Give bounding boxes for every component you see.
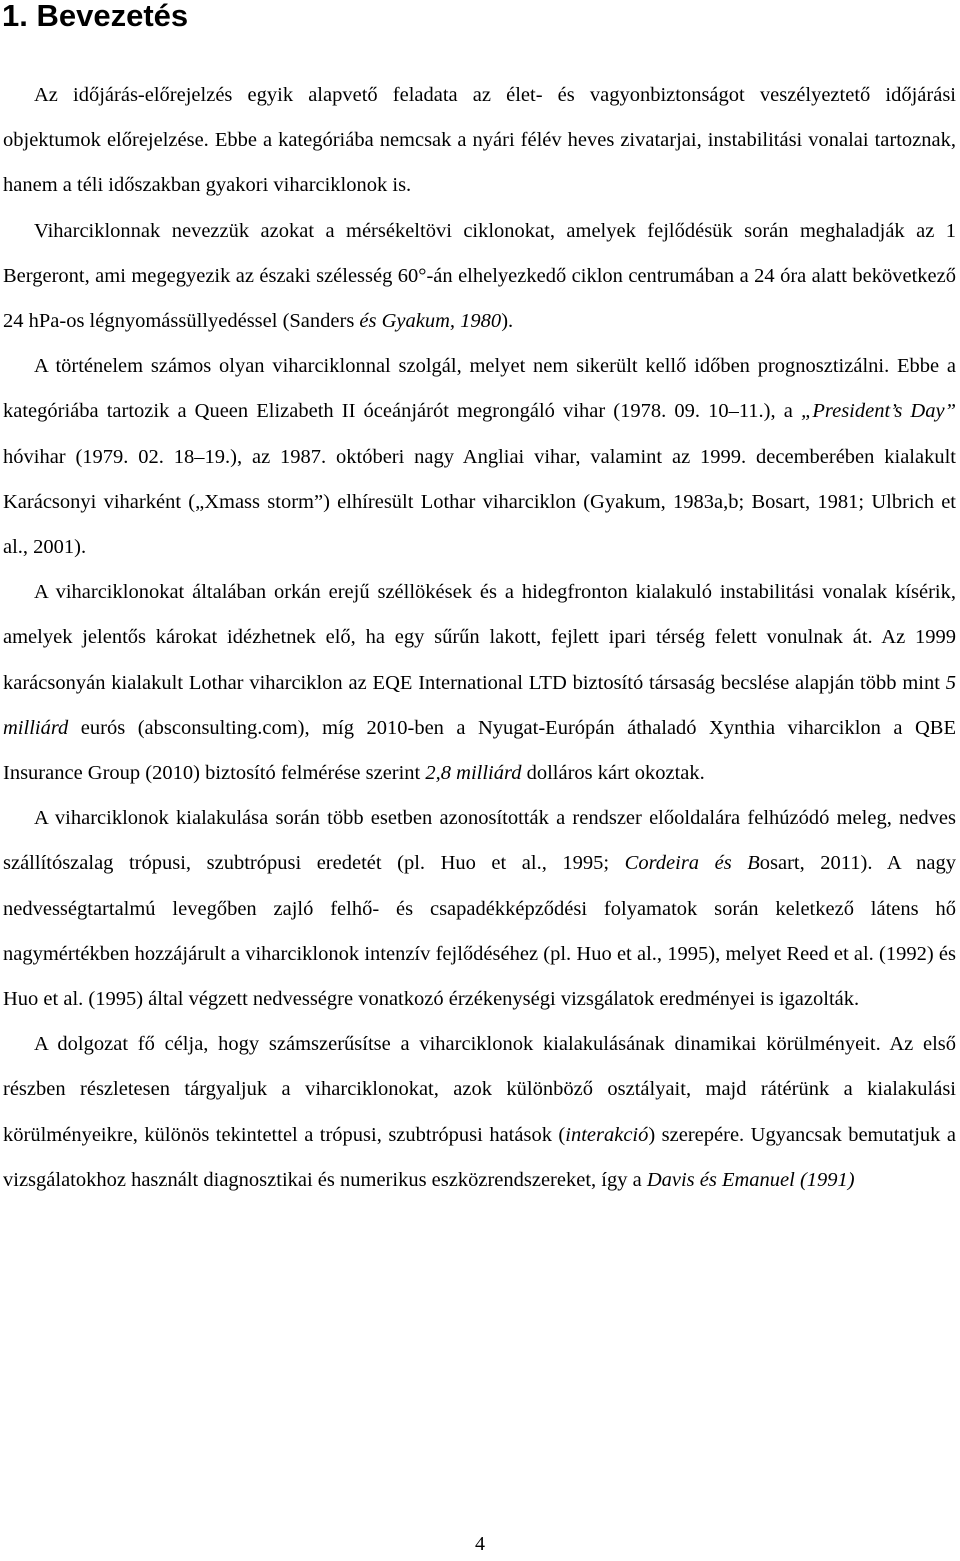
italic-text: Davis és Emanuel (1991) (646, 1168, 855, 1191)
text-run: ). (501, 310, 514, 333)
body-text (3, 73, 956, 1203)
text-run: hóvihar (1979. 02. 18–19.), az 1987. októberi nagy Angliai vihar, valamint az 1999. decemberében kialakult Karácsonyi viharként („Xmass storm”) elhíresült Lothar viharciklon (Gyakum, 1983a,b; Bosart, 1981; Ulbrich et al., 2001). (3, 445, 956, 559)
paragraph (3, 344, 956, 570)
italic-text: és Gyakum, 1980 (359, 310, 502, 333)
text-run: A viharciklonok kialakulása során több esetben azonosították a rendszer előoldalára felhúzódó meleg, nedves szállítószalag trópusi, szubtrópusi eredetét (pl. Huo et al., 1995; (3, 807, 956, 875)
text-run: Viharciklonnak nevezzük azokat a mérsékeltövi ciklonokat, amelyek fejlődésük során meghaladják az 1 Bergeront, ami megegyezik az északi szélesség 60°-án elhelyezkedő ciklon centrumában a 24 óra alatt bekövetkező 24 hPa-os légnyomássüllyedéssel (Sanders (3, 219, 956, 333)
section-heading: 1. Bevezetés (2, 0, 189, 33)
text-run: A történelem számos olyan viharciklonnal szolgál, melyet nem sikerült kellő időben prognosztizálni. Ebbe a kategóriába tartozik a Queen Elizabeth II óceánjárót megrongáló vihar (1978. 09. 10–11.), a (3, 355, 956, 423)
paragraph (3, 73, 956, 209)
text-run: osart, 2011). A nagy nedvességtartalmú levegőben zajló felhő- és csapadékképződési folyamatok során keletkező látens hő nagymértékben hozzájárult a viharciklonok intenzív fejlődéséhez (pl. Huo et al., 1995), melyet Reed et al. (1992) és Huo et al. (1995) által végzett nedvességre vonatkozó érzékenységi vizsgálatok eredményei is igazolták. (3, 852, 957, 1011)
paragraph (3, 570, 956, 796)
page-number: 4 (475, 1533, 485, 1555)
paragraph (3, 209, 956, 345)
text-run: Az időjárás-előrejelzés egyik alapvető feladata az élet- és vagyonbiztonságot veszélyeztető időjárási objektumok előrejelzése. Ebbe a kategóriába nemcsak a nyári félév heves zivatarjai, instabilitási vonalai tartoznak, hanem a téli időszakban gyakori viharciklonok is. (3, 84, 956, 197)
italic-text: interakció (565, 1123, 649, 1146)
paragraph (3, 1022, 956, 1203)
italic-text: „President’s Day” (800, 400, 956, 423)
text-run: ) szerepére. Ugyancsak bemutatjuk a vizsgálatokhoz használt diagnosztikai és numerikus eszközrendszereket, így a (3, 1123, 956, 1191)
text-run: A dolgozat fő célja, hogy számszerűsítse a viharciklonok kialakulásának dinamikai körülményeit. Az első részben részletesen tárgyaljuk a viharciklonokat, azok különböző osztályait, majd rátérünk a kialakulási körülményeikre, különös tekintettel a trópusi, szubtrópusi hatások ( (3, 1033, 956, 1146)
text-run: dolláros kárt okoztak. (521, 762, 705, 785)
text-run: A viharciklonokat általában orkán erejű széllökések és a hidegfronton kialakuló instabilitási vonalak kísérik, amelyek jelentős károkat idézhetnek elő, ha egy sűrűn lakott, fejlett ipari térség felett vonulnak át. Az 1999 karácsonyán kialakult Lothar viharciklon az EQE International LTD biztosító társaság becslése alapján több mint (3, 581, 956, 694)
italic-text: 5 milliárd (3, 671, 956, 739)
italic-text: Cordeira és B (624, 852, 760, 875)
paragraph (3, 796, 956, 1022)
text-run: eurós (absconsulting.com), míg 2010-ben a Nyugat-Európán áthaladó Xynthia viharciklon a QBE Insurance Group (2010) biztosító felmérése szerint (3, 716, 956, 785)
italic-text: 2,8 milliárd (425, 762, 522, 785)
